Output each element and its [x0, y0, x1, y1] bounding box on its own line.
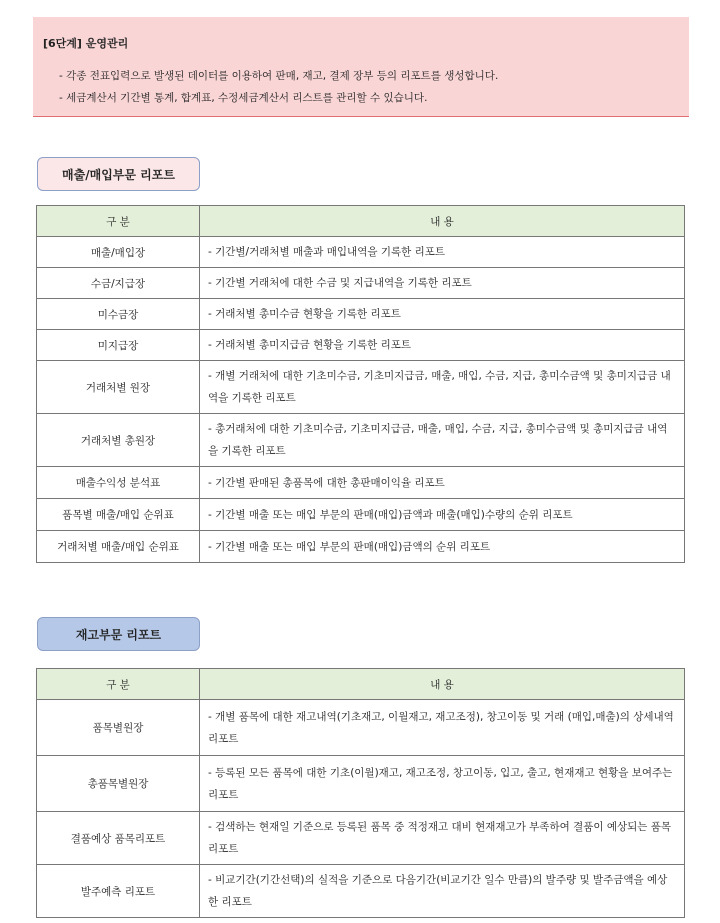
- report-desc: - 기간별/거래처별 매출과 매입내역을 기록한 리포트: [200, 237, 685, 268]
- sales-section-label: 매출/매입부문 리포트: [37, 157, 200, 191]
- intro-box: [33, 17, 689, 117]
- table-row: [37, 467, 685, 499]
- report-desc: - 기간별 매출 또는 매입 부문의 판매(매입)금액과 매출(매입)수량의 순위 리포트: [200, 499, 685, 531]
- table-row: [37, 499, 685, 531]
- table-row: [37, 531, 685, 563]
- report-desc: - 기간별 거래처에 대한 수금 및 지급내역을 기록한 리포트: [200, 268, 685, 299]
- report-name: 거래처별 총원장: [37, 414, 200, 467]
- table-header-row: [37, 669, 685, 700]
- header-content: 내 용: [200, 669, 685, 700]
- report-desc: - 검색하는 현재일 기준으로 등록된 품목 중 적정재고 대비 현재재고가 부족하여 결품이 예상되는 품목 리포트: [200, 812, 685, 865]
- table-row: [37, 299, 685, 330]
- table-row: [37, 756, 685, 812]
- header-category: 구 분: [37, 669, 200, 700]
- report-name: 거래처별 원장: [37, 361, 200, 414]
- report-name: 거래처별 매출/매입 순위표: [37, 531, 200, 563]
- sales-report-table: [36, 205, 685, 563]
- table-row: [37, 268, 685, 299]
- intro-title: [6단계] 운영관리: [43, 37, 129, 50]
- inventory-section-label: 재고부문 리포트: [37, 617, 200, 651]
- table-row: [37, 237, 685, 268]
- inventory-report-table: [36, 668, 685, 918]
- report-name: 품목별 매출/매입 순위표: [37, 499, 200, 531]
- report-desc: - 등록된 모든 품목에 대한 기초(이월)재고, 재고조정, 창고이동, 입고, 출고, 현재재고 현황을 보여주는 리포트: [200, 756, 685, 812]
- table-row: [37, 700, 685, 756]
- report-desc: - 비교기간(기간선택)의 실적을 기준으로 다음기간(비교기간 일수 만큼)의 발주량 및 발주금액을 예상한 리포트: [200, 865, 685, 918]
- header-category: 구 분: [37, 206, 200, 237]
- report-name: 발주예측 리포트: [37, 865, 200, 918]
- table-row: [37, 330, 685, 361]
- report-name: 미지급장: [37, 330, 200, 361]
- report-desc: - 기간별 판매된 총품목에 대한 총판매이익율 리포트: [200, 467, 685, 499]
- report-name: 결품예상 품목리포트: [37, 812, 200, 865]
- table-row: [37, 865, 685, 918]
- intro-line-2: - 세금계산서 기간별 통계, 합계표, 수정세금계산서 리스트를 관리할 수 있습니다.: [59, 92, 428, 104]
- header-content: 내 용: [200, 206, 685, 237]
- intro-line-1: - 각종 전표입력으로 발생된 데이터를 이용하여 판매, 재고, 결제 장부 등의 리포트를 생성합니다.: [59, 70, 499, 82]
- report-desc: - 개별 거래처에 대한 기초미수금, 기초미지급금, 매출, 매입, 수금, 지급, 총미수금액 및 총미지급금 내역을 기록한 리포트: [200, 361, 685, 414]
- report-desc: - 총거래처에 대한 기초미수금, 기초미지급금, 매출, 매입, 수금, 지급, 총미수금액 및 총미지급금 내역을 기록한 리포트: [200, 414, 685, 467]
- report-name: 품목별원장: [37, 700, 200, 756]
- table-row: [37, 361, 685, 414]
- report-desc: - 거래처별 총미지급금 현황을 기록한 리포트: [200, 330, 685, 361]
- table-header-row: [37, 206, 685, 237]
- table-row: [37, 414, 685, 467]
- report-desc: - 기간별 매출 또는 매입 부문의 판매(매입)금액의 순위 리포트: [200, 531, 685, 563]
- report-name: 매출/매입장: [37, 237, 200, 268]
- report-name: 미수금장: [37, 299, 200, 330]
- report-name: 총품목별원장: [37, 756, 200, 812]
- report-name: 수금/지급장: [37, 268, 200, 299]
- report-desc: - 개별 품목에 대한 재고내역(기초재고, 이월재고, 재고조정), 창고이동 및 거래 (매입,매출)의 상세내역 리포트: [200, 700, 685, 756]
- report-name: 매출수익성 분석표: [37, 467, 200, 499]
- table-row: [37, 812, 685, 865]
- report-desc: - 거래처별 총미수금 현황을 기록한 리포트: [200, 299, 685, 330]
